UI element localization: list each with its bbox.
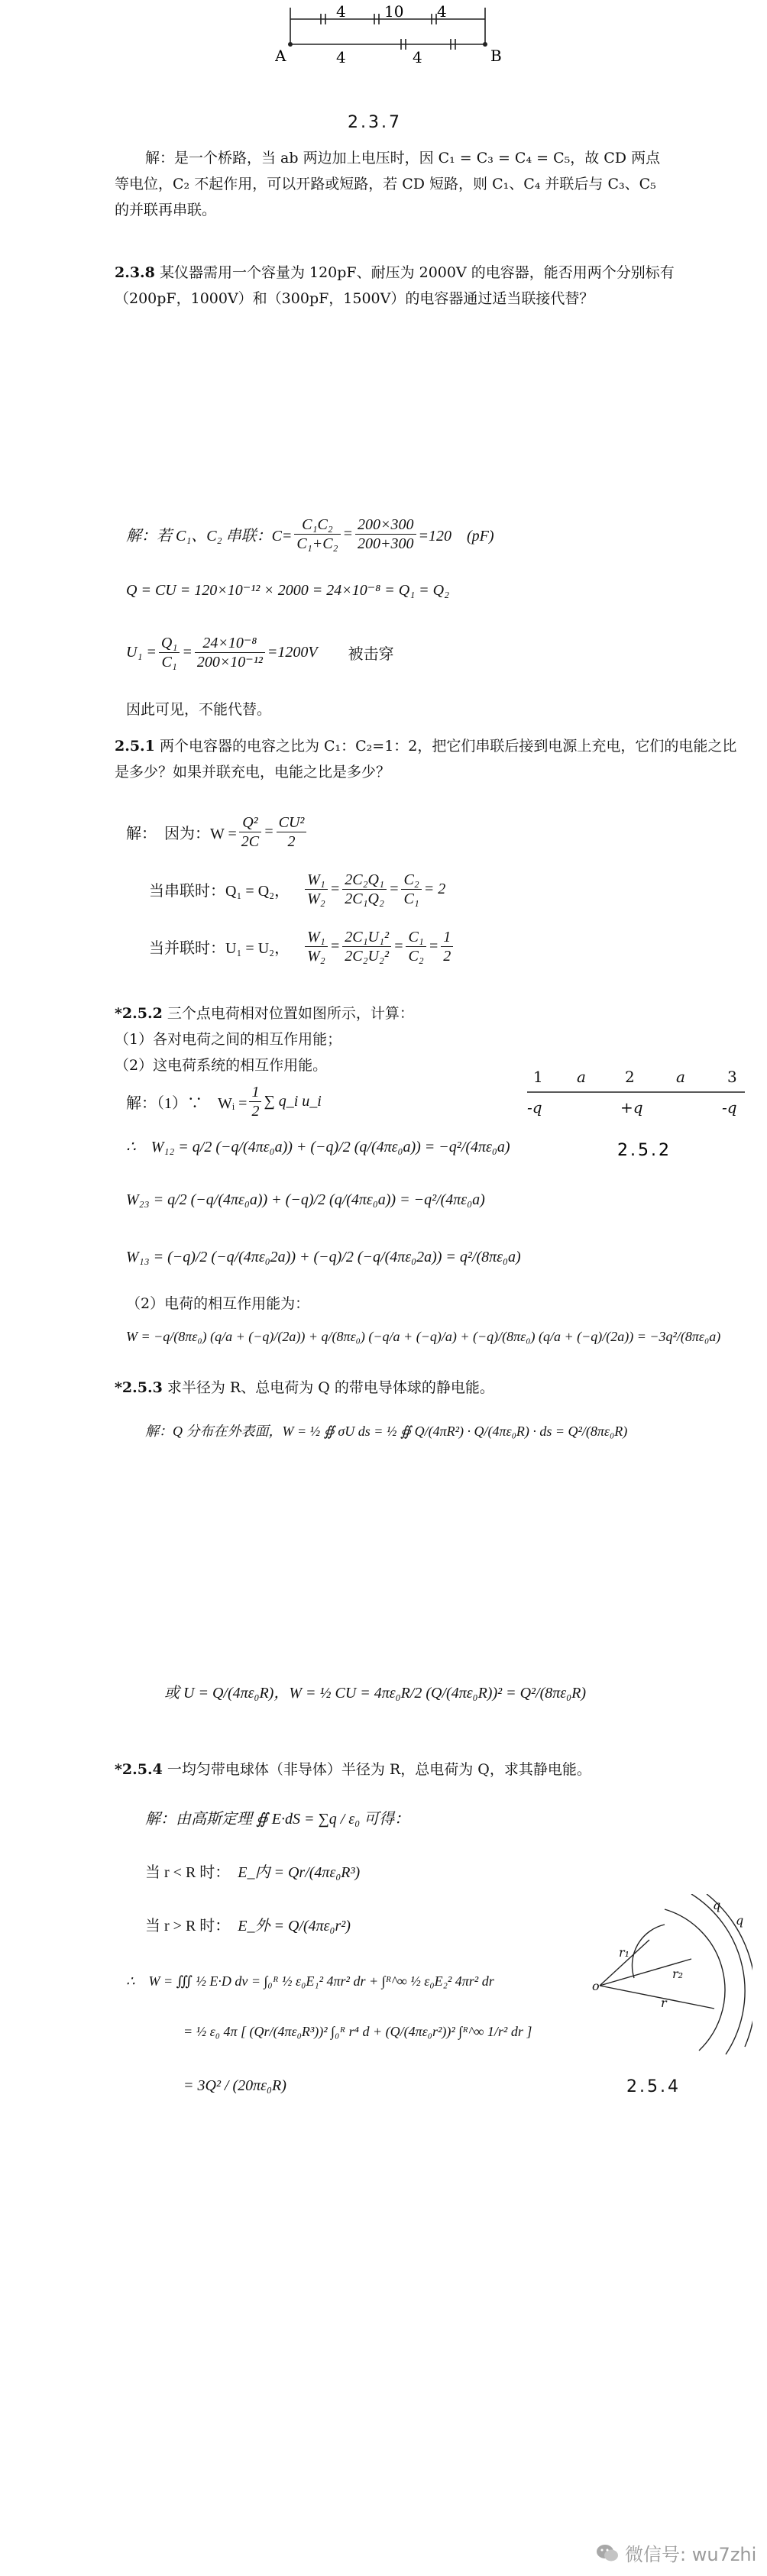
- problem-2-5-3: [115, 1375, 749, 1401]
- problem-2-3-8: [115, 260, 749, 312]
- eq-series-capacitance: 解：若 C₁、C₂ 串联：C= $\frac{\text{C₁C₂}}{\text{C₁+C₂}}$ = $\frac{200\times 300}{200+300}$ =120 (pF): [126, 516, 494, 552]
- charge-index-2: 2: [625, 1068, 635, 1086]
- origin-label: o: [592, 1979, 600, 1993]
- eq-charge: Q = CU = 120×10⁻¹² × 2000 = 24×10⁻⁸ = Q₁ = Q₂: [126, 582, 450, 599]
- problem-number: 2.3.8: [115, 264, 155, 281]
- eq-w-total: W = −q/(8πε₀) (q/a + (−q)/(2a)) + q/(8πε₀) (−q/a + (−q)/a) + (−q)/(8πε₀) (q/a + (−q)/(2a)) = −3q²/(8πε₀a): [126, 1329, 721, 1344]
- circuit-figure-2-3-7: [275, 0, 504, 76]
- charge-index-3: 3: [727, 1068, 737, 1086]
- figure-caption-2-3-7: 2.3.7: [348, 113, 402, 132]
- figure-caption-2-5-4: 2.5.4: [626, 2077, 681, 2096]
- charge-label-1: -q: [527, 1098, 542, 1117]
- problem-number: *2.5.4: [115, 1761, 163, 1778]
- sphere-figure-2-5-4: [592, 1894, 752, 2077]
- node-a-label: A: [275, 47, 286, 65]
- radius-r-label: r: [661, 1996, 667, 2010]
- charge-q-label-2: q: [736, 1913, 744, 1928]
- charge-q-label-1: q: [713, 1898, 721, 1912]
- eq-gauss-law: 解：由高斯定理 ∯ E·dS = ∑q / ε₀ 可得：: [145, 1811, 410, 1828]
- spacing-label-1: a: [577, 1068, 586, 1086]
- charge-figure-2-5-2: [527, 1065, 749, 1172]
- wechat-watermark: [596, 2539, 756, 2566]
- breakdown-note: 被击穿: [348, 646, 394, 663]
- eq-parallel-energy-ratio: 当并联时：U₁ = U₂， $\frac{\text{W₁}}{\text{W₂}}$ = $\frac{\text{2C₁U₁²}}{\text{2C₂U₂²}}$ = $\frac{\text{C₁}}{\text{C₂}}$ = $\frac{1}{2}$: [149, 928, 455, 965]
- problem-text: 某仪器需用一个容量为 120pF、耐压为 2000V 的电容器，能否用两个分别标有（200pF，1000V）和（300pF，1500V）的电容器通过适当联接代替？: [115, 264, 675, 307]
- problem-text: 两个电容器的电容之比为 C₁：C₂=1：2，把它们串联后接到电源上充电，它们的电能之比是多少？如果并联充电，电能之比是多少？: [115, 738, 737, 781]
- eq-label: 解：若 C₁、C₂ 串联：C=: [126, 528, 293, 545]
- cap-label-top-mid: 10: [384, 2, 404, 21]
- eq-alt-method: 或 U = Q/(4πε₀R)，W = ½ CU = 4πε₀R/2 (Q/(4πε₀R))² = Q²/(8πε₀R): [164, 1685, 586, 1702]
- eq-w13: W₁₃ = (−q)/2 (−q/(4πε₀2a)) + (−q)/2 (−q/(4πε₀2a)) = q²/(8πε₀a): [126, 1249, 521, 1265]
- node-b-label: B: [490, 47, 502, 65]
- eq-energy-integral: ∴ W = ∭ ½ E·D dv = ∫₀ᴿ ½ ε₀E₁² 4πr² dr + ∫ᴿ^∞ ½ ε₀E₂² 4πr² dr: [126, 1973, 494, 1989]
- radius-r2-label: r₂: [672, 1967, 684, 1981]
- eq-energy-formula: 解： 因为：W = $\frac{\text{Q²}}{2C}$ = $\frac{\text{CU²}}{2}$: [126, 813, 309, 851]
- fraction-values: $\frac{200\times 300}{200+300}$: [355, 516, 416, 553]
- eq-voltage: U₁ = $\frac{\text{Q₁}}{\text{C₁}}$ = $\frac{\text{24×10⁻⁸}}{\text{200×10⁻¹²}}$ =1200V 被击穿: [126, 635, 394, 671]
- wechat-logo-icon: [596, 2542, 619, 2564]
- solution-2-3-7: [115, 145, 741, 223]
- cap-label-bottom-right: 4: [413, 48, 422, 66]
- fraction-c1c2: $\frac{\text{C₁C₂}}{\text{C₁+C₂}}$: [294, 516, 340, 553]
- problem-2-5-2: [115, 1000, 573, 1078]
- problem-item-2: （2）这电荷系统的相互作用能。: [115, 1057, 328, 1074]
- solution-2-3-7-line3: 的并联再串联。: [115, 202, 217, 218]
- fraction-voltage: $\frac{\text{24×10⁻⁸}}{\text{200×10⁻¹²}}$: [195, 634, 265, 671]
- cap-label-top-right: 4: [437, 2, 447, 21]
- problem-text: 求半径为 R、总电荷为 Q 的带电导体球的静电能。: [167, 1379, 494, 1396]
- radius-r1-label: r₁: [619, 1945, 630, 1960]
- problem-number: 2.5.1: [115, 738, 155, 755]
- item2-heading: （2）电荷的相互作用能为：: [126, 1295, 310, 1312]
- solution-2-3-7-line2: 等电位，C₂ 不起作用，可以开路或短路，若 CD 短路，则 C₁、C₄ 并联后与 C₃、C₅: [115, 176, 656, 192]
- charge-label-2: +q: [620, 1098, 643, 1117]
- watermark-text: 微信号: wu7zhi: [625, 2544, 757, 2565]
- eq-field-inside: 当 r < R 时： E_内 = Qr/(4πε₀R³): [145, 1864, 361, 1881]
- solution-2-3-7-line1: 解：是一个桥路，当 ab 两边加上电压时，因 C₁ = C₃ = C₄ = C₅，故 CD 两点: [145, 150, 661, 166]
- problem-item-1: （1）各对电荷之间的相互作用能；: [115, 1031, 342, 1048]
- problem-number: *2.5.3: [115, 1379, 163, 1396]
- eq-w23: W₂₃ = q/2 (−q/(4πε₀a)) + (−q)/2 (q/(4πε₀a)) = −q²/(4πε₀a): [126, 1191, 485, 1208]
- conclusion-2-3-8: 因此可见，不能代替。: [126, 701, 272, 718]
- problem-number: *2.5.2: [115, 1005, 163, 1022]
- problem-2-5-1: [115, 733, 749, 785]
- cap-label-top-left: 4: [336, 2, 346, 21]
- eq-sphere-energy: 解：Q 分布在外表面，W = ½ ∯ σU ds = ½ ∯ Q/(4πR²) · Q/(4πε₀R) · ds = Q²/(8πε₀R): [145, 1424, 628, 1439]
- eq-energy-step2: = ½ ε₀ 4π [ (Qr/(4πε₀R³))² ∫₀ᴿ r⁴ d + (Q/(4πε₀r²))² ∫ᴿ^∞ 1/r² dr ]: [183, 2024, 532, 2039]
- problem-text: 一均匀带电球体（非导体）半径为 R，总电荷为 Q，求其静电能。: [167, 1761, 591, 1778]
- figure-caption-2-5-2: 2.5.2: [617, 1141, 672, 1160]
- charge-label-3: -q: [722, 1098, 737, 1117]
- cap-label-bottom-left: 4: [336, 48, 346, 66]
- eq-result: =120 (pF): [418, 528, 494, 545]
- charge-index-1: 1: [533, 1068, 543, 1086]
- spacing-label-2: a: [676, 1068, 685, 1086]
- eq-w12: ∴ W₁₂ = q/2 (−q/(4πε₀a)) + (−q)/2 (q/(4πε₀a)) = −q²/(4πε₀a): [126, 1139, 510, 1155]
- fraction-q1-c1: $\frac{\text{Q₁}}{\text{C₁}}$: [159, 634, 180, 671]
- eq-energy-result: = 3Q² / (20πε₀R): [183, 2077, 286, 2094]
- eq-field-outside: 当 r > R 时： E_外 = Q/(4πε₀r²): [145, 1918, 351, 1934]
- problem-text: 三个点电荷相对位置如图所示，计算：: [167, 1005, 414, 1022]
- eq-series-energy-ratio: 当串联时：Q₁ = Q₂， $\frac{\text{W₁}}{\text{W₂}}$ = $\frac{\text{2C₂Q₁}}{\text{2C₁Q₂}}$ = $\frac{\text{C₂}}{\text{C₁}}$ = 2: [149, 871, 446, 907]
- eq-interaction-energy-def: 解：（1）∵ Wᵢ = $\frac{1}{2}$ ∑ q_i u_i: [126, 1084, 322, 1120]
- problem-2-5-4: [115, 1757, 749, 1783]
